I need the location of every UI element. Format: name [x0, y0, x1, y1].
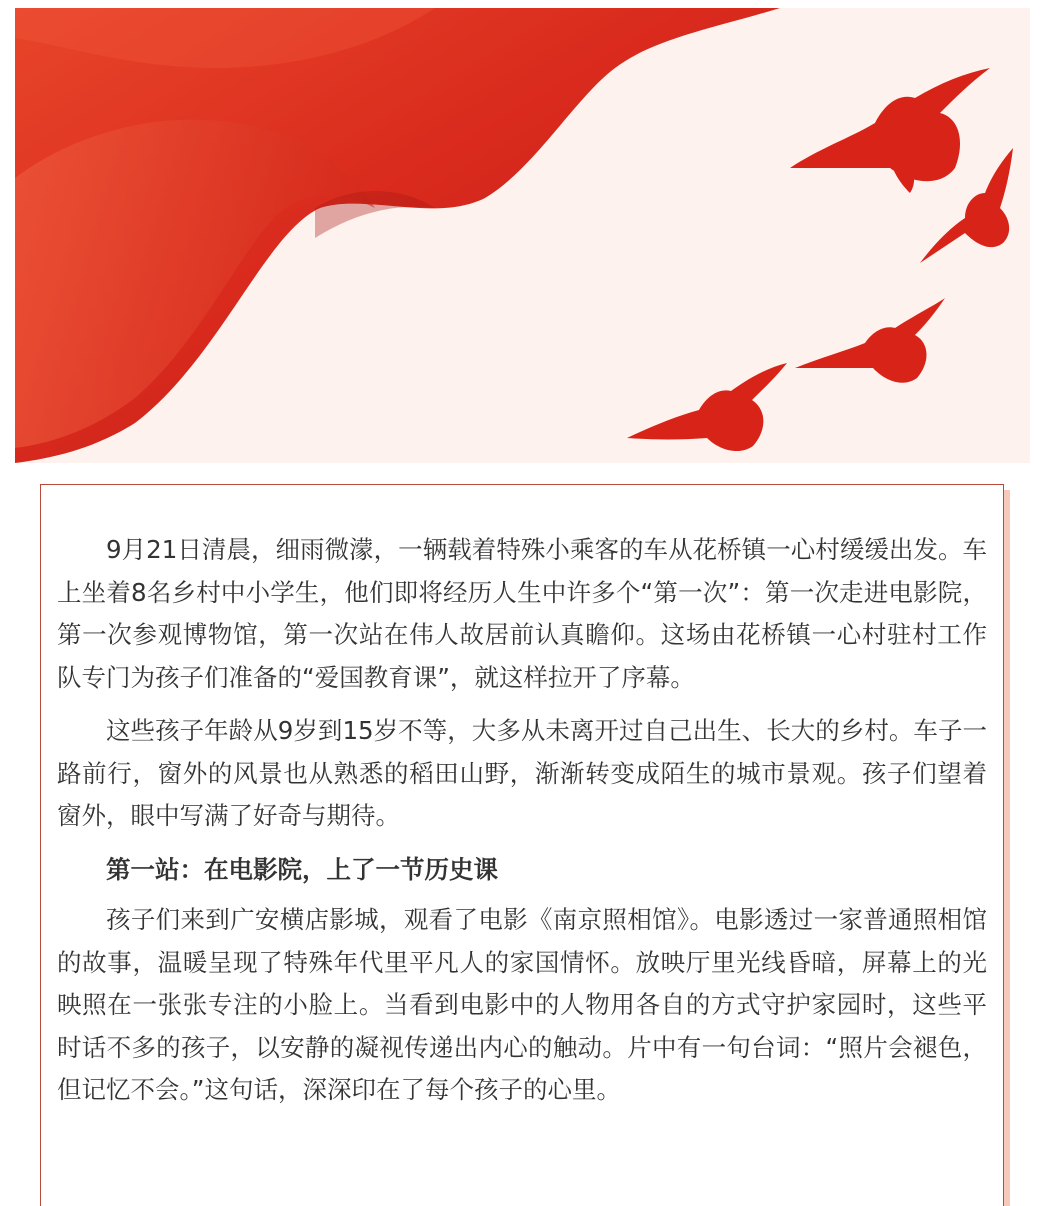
dove-icon [795, 298, 945, 383]
dove-icon [790, 68, 990, 193]
article-card [40, 484, 1004, 1206]
header-banner [15, 8, 1030, 463]
section-heading: 第一站：在电影院，上了一节历史课 [106, 854, 498, 884]
article-paragraph: 孩子们来到广安横店影城，观看了电影《南京照相馆》。电影透过一家普通照相馆的故事，温暖呈现了特殊年代里平凡人的家国情怀。放映厅里光线昏暗，屏幕上的光映照在一张张专注的小脸上。当看到电影中的人物用各自的方式守护家园时，这些平时话不多的孩子，以安静的凝视传递出内心的触动。片中有一句台词：“照片会褪色，但记忆不会。”这句话，深深印在了每个孩子的心里。 [57, 905, 987, 1104]
red-flag-illustration [15, 8, 1030, 463]
article-paragraph: 9月21日清晨，细雨微濛，一辆载着特殊小乘客的车从花桥镇一心村缓缓出发。车上坐着8名乡村中小学生，他们即将经历人生中许多个“第一次”：第一次走进电影院，第一次参观博物馆，第一次站在伟人故居前认真瞻仰。这场由花桥镇一心村驻村工作队专门为孩子们准备的“爱国教育课”，就这样拉开了序幕。 [57, 535, 987, 692]
article-body [57, 529, 987, 1123]
article-paragraph: 这些孩子年龄从9岁到15岁不等，大多从未离开过自己出生、长大的乡村。车子一路前行，窗外的风景也从熟悉的稻田山野，渐渐转变成陌生的城市景观。孩子们望着窗外，眼中写满了好奇与期待。 [57, 716, 987, 830]
dove-icon [627, 363, 787, 451]
